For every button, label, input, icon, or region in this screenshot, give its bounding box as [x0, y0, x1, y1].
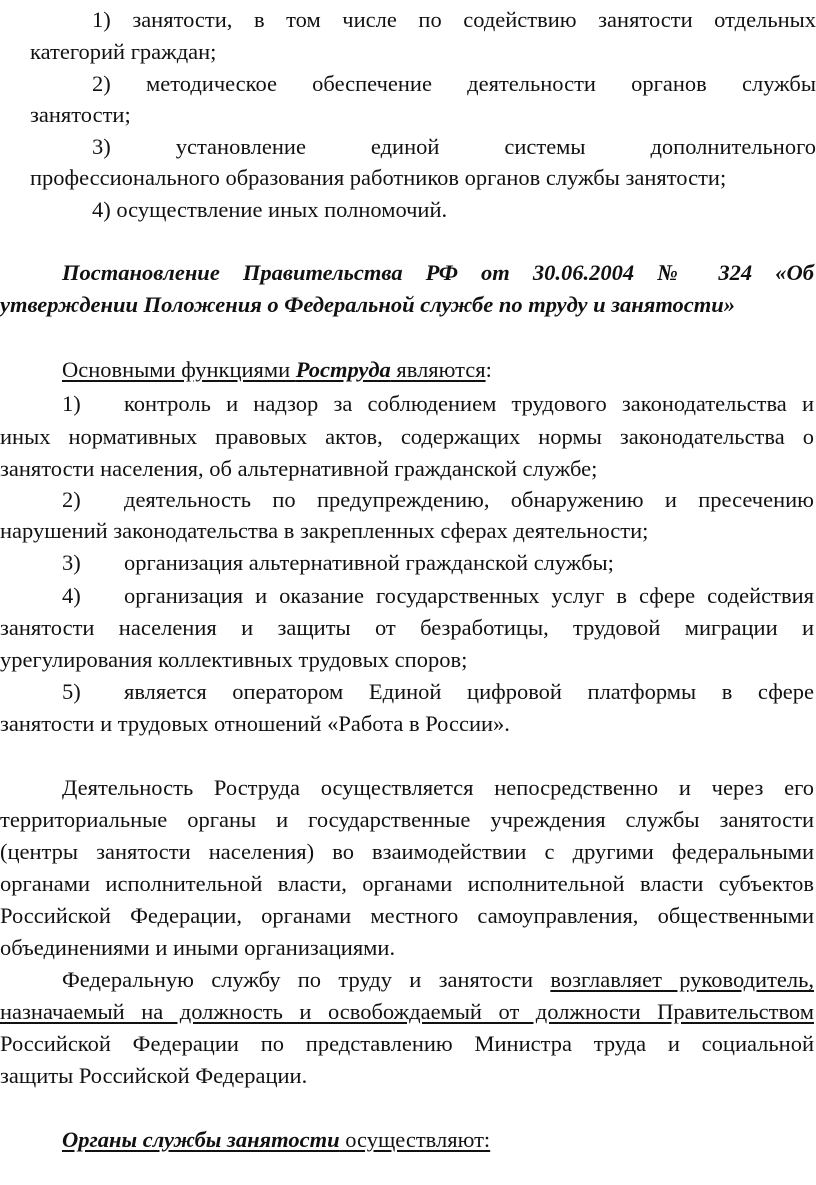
- functions-intro: Основными функциями Роструда являются:: [62, 357, 492, 382]
- list-text: занятости, в том числе по содействию занятости отдельных: [132, 7, 816, 32]
- function-item-4: [0, 580, 814, 612]
- organs-heading: Органы службы занятости осуществляют:: [62, 1127, 491, 1152]
- list-text: установление единой системы дополнительного: [175, 134, 816, 159]
- list-number: 3): [92, 134, 111, 159]
- list-number: 4): [62, 583, 81, 608]
- head-line-1: Федеральную службу по труду и занятости возглавляет руководитель,: [62, 967, 815, 992]
- top-list-item-3-cont: профессионального образования работников органов службы занятости;: [30, 165, 727, 190]
- activity-line-4: органами исполнительной власти, органами исполнительной власти субъектов: [0, 871, 814, 896]
- function-item-4-line-3: урегулирования коллективных трудовых споров;: [0, 647, 468, 672]
- function-item-5: [0, 676, 814, 708]
- activity-line-6: объединениями и иными организациями.: [0, 935, 396, 960]
- activity-line-2: территориальные органы и государственные учреждения службы занятости: [0, 807, 814, 832]
- list-text: является оператором Единой цифровой платформы в сфере: [124, 679, 814, 704]
- head-line-3: Российской Федерации по представлению Министра труда и социальной: [0, 1031, 814, 1056]
- list-text: организация и оказание государственных услуг в сфере содействия: [124, 583, 814, 608]
- list-text: контроль и надзор за соблюдением трудового законодательства и: [124, 391, 814, 416]
- head-line-4: защиты Российской Федерации.: [0, 1063, 308, 1088]
- top-list-item-2: [0, 68, 816, 100]
- activity-line-5: Российской Федерации, органами местного самоуправления, общественными: [0, 903, 814, 928]
- activity-line-1: Деятельность Роструда осуществляется непосредственно и через его: [62, 775, 814, 800]
- list-text: деятельность по предупреждению, обнаружению и пресечению: [124, 487, 814, 512]
- top-list-item-1-cont: категорий граждан;: [30, 39, 217, 64]
- list-number: 2): [62, 487, 81, 512]
- function-item-2: [0, 484, 814, 516]
- top-list-item-3: [0, 131, 816, 163]
- rostrud-label: Роструда: [295, 357, 391, 382]
- list-number: 3): [62, 550, 81, 575]
- function-item-2-line-2: нарушений законодательства в закрепленных сферах деятельности;: [0, 518, 649, 543]
- list-number: 1): [92, 7, 111, 32]
- list-text: методическое обеспечение деятельности органов службы: [145, 71, 816, 96]
- activity-line-3: (центры занятости населения) во взаимодействии с другими федеральными: [0, 839, 814, 864]
- head-line-2: назначаемый на должность и освобождаемый от должности Правительством: [0, 999, 814, 1024]
- list-number: 5): [62, 679, 81, 704]
- function-item-1-line-2: иных нормативных правовых актов, содержащих нормы законодательства о: [0, 424, 814, 449]
- list-text: организация альтернативной гражданской службы;: [124, 550, 614, 575]
- top-list-item-1: [0, 4, 816, 36]
- top-list-item-4: [0, 194, 816, 226]
- list-number: 4): [92, 197, 111, 222]
- decree-title-line-1: Постановление Правительства РФ от 30.06.2004 № 324 «Об: [62, 260, 814, 285]
- function-item-5-line-2: занятости и трудовых отношений «Работа в России».: [0, 711, 510, 736]
- list-number: 2): [92, 71, 111, 96]
- function-item-3: [0, 547, 816, 579]
- function-item-4-line-2: занятости населения и защиты от безработицы, трудовой миграции и: [0, 615, 814, 640]
- decree-title-line-2: утверждении Положения о Федеральной службе по труду и занятости»: [0, 292, 736, 317]
- list-text: осуществление иных полномочий.: [116, 197, 448, 222]
- function-item-1-line-3: занятости населения, об альтернативной гражданской службе;: [0, 456, 598, 481]
- function-item-1: [0, 388, 814, 420]
- top-list-item-2-cont: занятости;: [30, 102, 131, 127]
- list-number: 1): [62, 391, 81, 416]
